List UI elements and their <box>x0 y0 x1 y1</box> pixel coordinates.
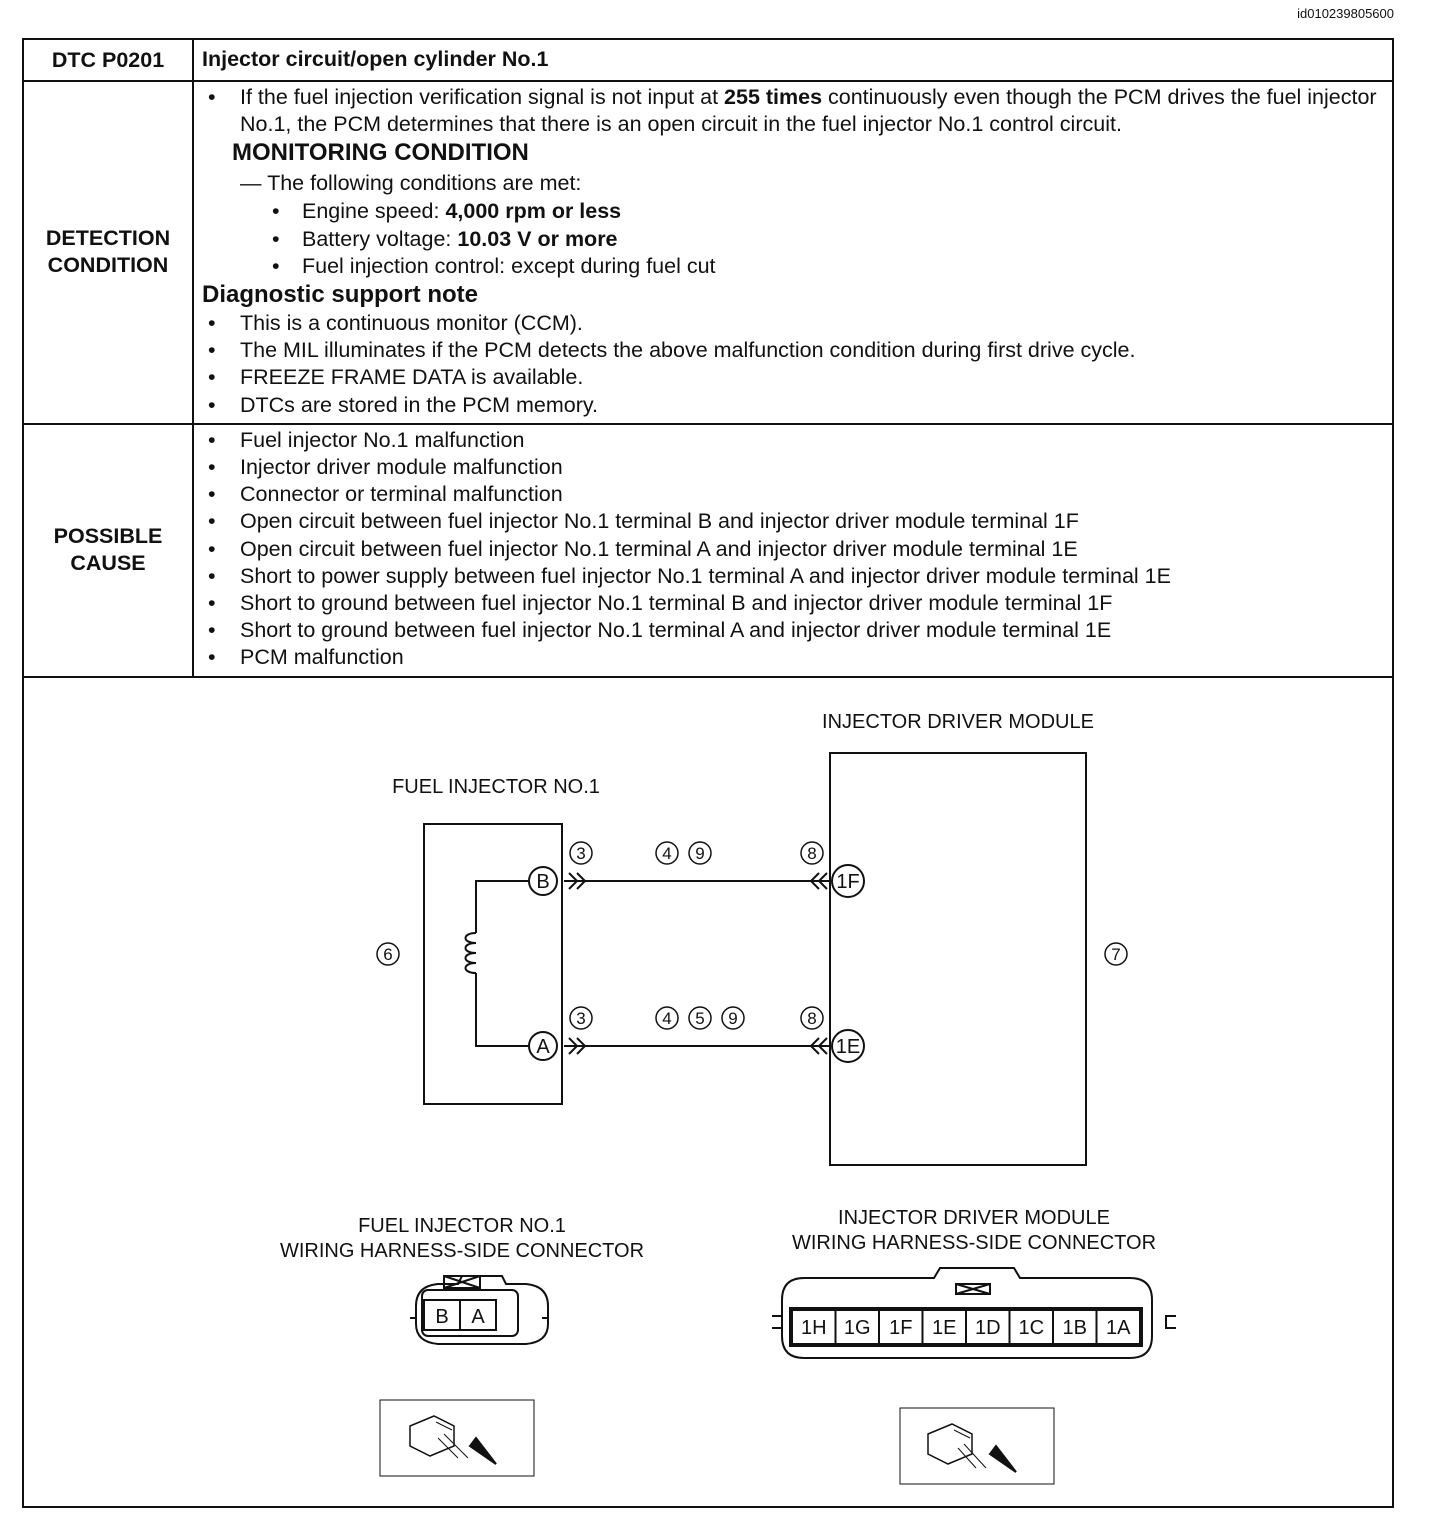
detection-content <box>193 81 1393 424</box>
monitoring-intro: — The following conditions are met: <box>240 171 582 196</box>
detection-label-line2: CONDITION <box>47 253 169 278</box>
possible-cause-content <box>193 424 1393 677</box>
module-pin-row <box>792 1310 1140 1344</box>
terminal-b-label: B <box>536 870 550 893</box>
possible-cause-label-line2: CAUSE <box>70 551 146 576</box>
terminal-1f-label: 1F <box>836 870 860 893</box>
injector-title: FUEL INJECTOR NO.1 <box>392 775 600 798</box>
intro-text-1: If the fuel injection verification signal is not input at <box>240 85 725 109</box>
diagnostic-support-title: Diagnostic support note <box>202 281 478 309</box>
ref-5-lower: 5 <box>695 1008 705 1028</box>
module-view-icon <box>900 1408 1054 1484</box>
condition-item <box>202 253 1392 280</box>
cause-item: • Injector driver module malfunction <box>202 454 1392 481</box>
cause-item: • Connector or terminal malfunction <box>202 481 1392 508</box>
detection-intro <box>202 84 1392 138</box>
cause-item: • Open circuit between fuel injector No.1 terminal A and injector driver module terminal 1E <box>202 536 1392 563</box>
module-pin-label: 1C <box>1018 1316 1045 1339</box>
module-title: INJECTOR DRIVER MODULE <box>822 710 1094 733</box>
condition-label: Fuel injection control: except during fuel cut <box>302 253 716 278</box>
module-pin-label: 1D <box>974 1316 1001 1339</box>
cause-item: • Open circuit between fuel injector No.1 terminal B and injector driver module terminal 1F <box>202 508 1392 535</box>
detection-label <box>23 81 193 424</box>
ref-8-lower: 8 <box>807 1008 817 1028</box>
module-connector-title-1: INJECTOR DRIVER MODULE <box>838 1206 1110 1229</box>
ref-4-upper: 4 <box>662 843 672 863</box>
wiring-diagram-cell <box>23 677 1393 1507</box>
possible-cause-label-line1: POSSIBLE <box>53 524 163 549</box>
fuel-injector-box <box>424 824 562 1104</box>
wiring-diagram <box>24 678 1394 1506</box>
ref-3-upper: 3 <box>576 843 586 863</box>
module-pin-label: 1H <box>800 1316 827 1339</box>
diag-item: • This is a continuous monitor (CCM). <box>202 310 1392 337</box>
document-id: id010239805600 <box>1297 6 1394 21</box>
detection-label-line1: DETECTION <box>45 226 171 251</box>
inj-pin-a: A <box>471 1305 485 1328</box>
module-pin-label: 1G <box>843 1316 871 1339</box>
diag-item: • The MIL illuminates if the PCM detects the above malfunction condition during first drive cycle. <box>202 337 1392 364</box>
terminal-1e-label: 1E <box>835 1035 861 1058</box>
ref-7: 7 <box>1111 944 1121 964</box>
condition-item <box>202 226 1392 253</box>
cause-item: • Short to ground between fuel injector No.1 terminal B and injector driver module terminal 1F <box>202 590 1392 617</box>
ref-3-lower: 3 <box>576 1008 586 1028</box>
cause-item: • Short to ground between fuel injector No.1 terminal A and injector driver module terminal 1E <box>202 617 1392 644</box>
intro-text-2: continuously even though the PCM drives the fuel injector No.1, the PCM determines that there is an open circuit in the fuel injector No.1 control circuit. <box>240 85 1377 137</box>
dtc-table <box>22 38 1394 1508</box>
detection-row <box>23 81 1393 424</box>
module-pin-label: 1A <box>1106 1316 1131 1339</box>
diag-item: • DTCs are stored in the PCM memory. <box>202 392 1392 419</box>
dtc-title: Injector circuit/open cylinder No.1 <box>193 39 1393 81</box>
ref-6: 6 <box>383 944 393 964</box>
module-pin-label: 1E <box>932 1316 957 1339</box>
module-connector-title-2: WIRING HARNESS-SIDE CONNECTOR <box>791 1231 1157 1254</box>
monitoring-condition-title: MONITORING CONDITION <box>232 139 529 167</box>
terminal-a-label: A <box>536 1035 550 1058</box>
diag-item: • FREEZE FRAME DATA is available. <box>202 364 1392 391</box>
condition-label: Battery voltage: <box>302 226 458 251</box>
condition-value: 4,000 rpm or less <box>445 199 622 224</box>
ref-8-upper: 8 <box>807 843 817 863</box>
condition-label: Engine speed: <box>302 199 446 224</box>
diagram-row <box>23 677 1393 1507</box>
cause-item: • PCM malfunction <box>202 644 1392 671</box>
injector-coil <box>466 881 531 1046</box>
ref-9-upper: 9 <box>695 843 705 863</box>
cause-item: • Short to power supply between fuel injector No.1 terminal A and injector driver module terminal 1E <box>202 563 1392 590</box>
inj-pin-b: B <box>435 1305 449 1328</box>
injector-driver-module-box <box>830 753 1086 1165</box>
module-pin-label: 1F <box>889 1316 913 1339</box>
injector-view-icon <box>380 1400 534 1476</box>
dtc-code: DTC P0201 <box>23 39 193 81</box>
intro-text-bold: 255 times <box>724 85 823 109</box>
condition-value: 10.03 V or more <box>457 226 618 251</box>
header-row <box>23 39 1393 81</box>
possible-cause-row <box>23 424 1393 677</box>
injector-connector-title-2: WIRING HARNESS-SIDE CONNECTOR <box>279 1239 645 1262</box>
possible-cause-label <box>23 424 193 677</box>
ref-4-lower: 4 <box>662 1008 672 1028</box>
ref-9-lower: 9 <box>728 1008 738 1028</box>
module-pin-label: 1B <box>1062 1316 1087 1339</box>
condition-item <box>202 198 1392 225</box>
cause-item: • Fuel injector No.1 malfunction <box>202 427 1392 454</box>
injector-connector-title-1: FUEL INJECTOR NO.1 <box>358 1214 566 1237</box>
